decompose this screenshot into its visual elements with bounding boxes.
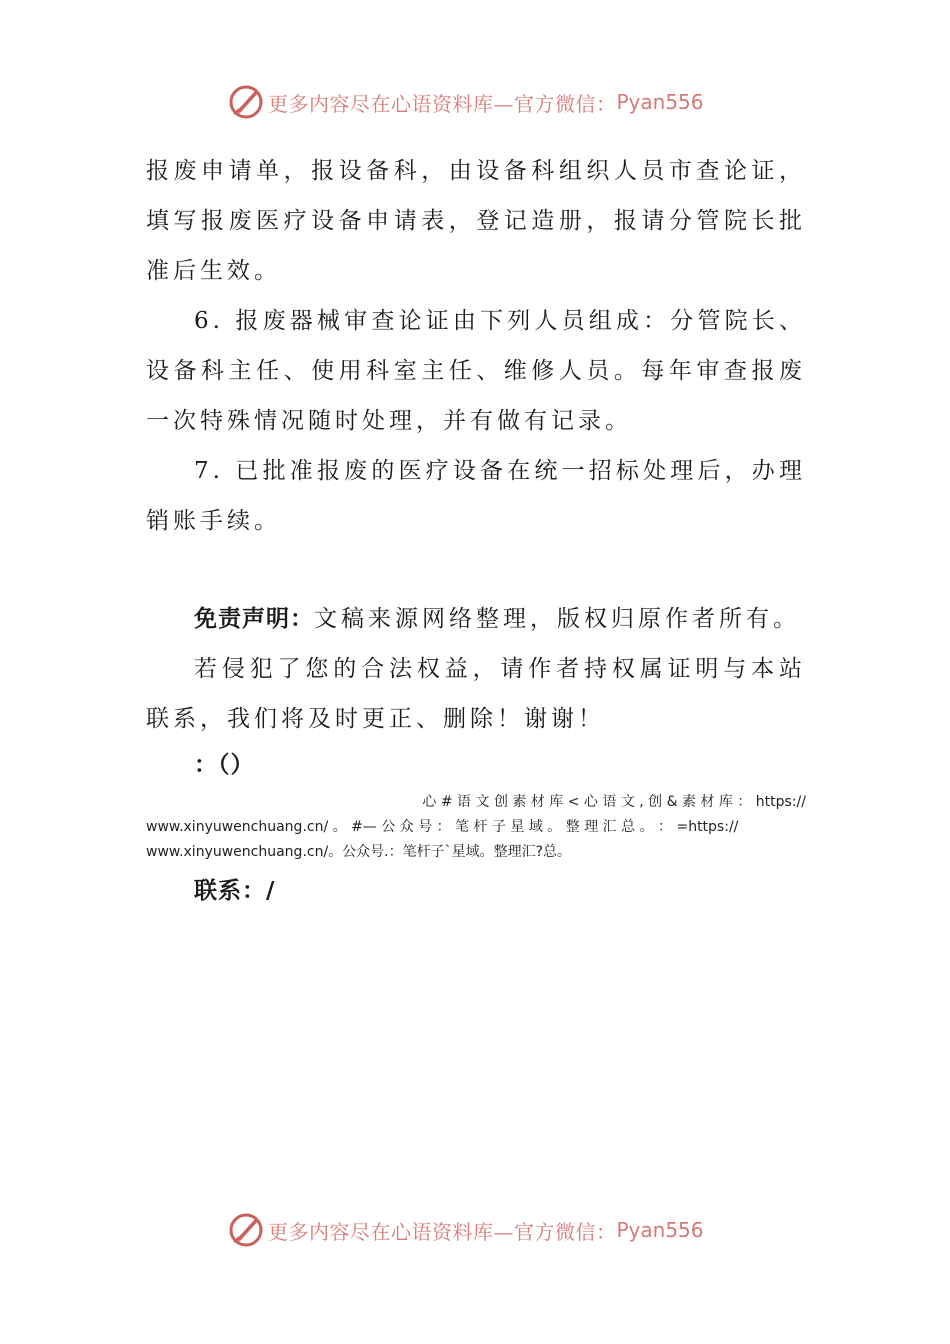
header-banner-id: Pyan556 [616, 90, 704, 114]
paragraph-2: 6. 报废器械审查论证由下列人员组成：分管院长、设备科主任、使用科室主任、维修人员。每年审查报废一次特殊情况随时处理，并有做有记录。 [146, 308, 806, 434]
contact-section [146, 866, 806, 916]
footer-banner-text: 更多内容尽在心语资料库—官方微信： [268, 1219, 617, 1244]
header-banner-text: 更多内容尽在心语资料库—官方微信： [268, 91, 617, 116]
source-notice [146, 790, 806, 865]
disclaimer-text: 文稿来源网络整理，版权归原作者所有。 [314, 606, 800, 632]
document-body [146, 146, 806, 546]
quill-logo-icon [228, 1212, 264, 1248]
header-banner [228, 80, 704, 124]
paragraph-3: 7. 已批准报废的医疗设备在统一招标处理后，办理销账手续。 [146, 458, 806, 534]
disclaimer-label: 免责声明： [194, 606, 314, 632]
colon-paren-line: ：（） [194, 752, 255, 778]
source-line-1: 心 # 语 文 创 素 材 库 < 心 语 文 , 创 & 素 材 库 ： https:// [422, 794, 806, 810]
source-line-3: www.xinyuwenchuang.cn/。公众号.：笔杆子`星域。整理汇?总。 [146, 844, 572, 860]
disclaimer-paragraph-2: 若侵犯了您的合法权益，请作者持权属证明与本站联系，我们将及时更正、删除！谢谢！ [146, 656, 806, 732]
footer-banner [228, 1208, 704, 1252]
disclaimer-line [146, 594, 806, 644]
paragraph-1: 报废申请单，报设备科，由设备科组织人员市查论证，填写报废医疗设备申请表，登记造册，报请分管院长批准后生效。 [146, 158, 806, 284]
disclaimer-section [146, 594, 806, 786]
contact-label: 联系：/ [194, 878, 276, 904]
quill-logo-icon [228, 84, 264, 120]
source-line-2: www.xinyuwenchuang.cn/ 。 #— 公 众 号 ： 笔 杆 子 星 域 。 整 理 汇 总 。 ： =https:// [146, 819, 739, 835]
footer-banner-id: Pyan556 [616, 1218, 704, 1242]
